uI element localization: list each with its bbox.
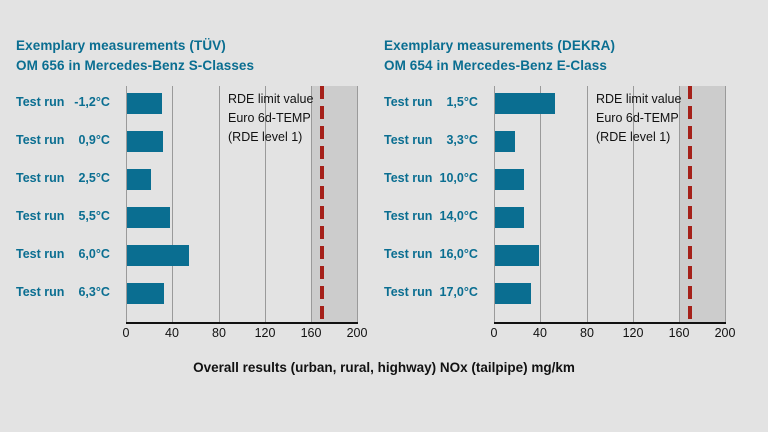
bar-label-value-left-5: 6,0°C [78, 247, 110, 261]
bar-right-4 [495, 207, 524, 228]
chart-panel-left [16, 36, 368, 356]
panel-left-title-line1: Exemplary measurements (TÜV) [16, 38, 226, 53]
xtick-left-200: 200 [346, 326, 368, 340]
bar-label-value-left-1: -1,2°C [74, 95, 110, 109]
bar-label-prefix-right-3: Test run [384, 171, 433, 185]
bar-label-left-3 [16, 171, 120, 185]
bar-label-value-right-2: 3,3°C [446, 133, 478, 147]
bar-label-value-right-1: 1,5°C [446, 95, 478, 109]
xtick-left-120: 120 [254, 326, 276, 340]
bar-label-right-6 [384, 285, 488, 299]
gridline-40-right [540, 86, 541, 322]
bar-label-value-left-2: 0,9°C [78, 133, 110, 147]
gridline-160-left [311, 86, 312, 322]
bar-right-5 [495, 245, 539, 266]
xtick-left-80: 80 [212, 326, 226, 340]
bar-label-value-left-4: 5,5°C [78, 209, 110, 223]
bar-label-value-right-4: 14,0°C [439, 209, 478, 223]
gridline-80-right [587, 86, 588, 322]
x-axis-right [494, 322, 726, 324]
bar-label-value-right-6: 17,0°C [439, 285, 478, 299]
bar-label-prefix-left-4: Test run [16, 209, 65, 223]
gridline-80-left [219, 86, 220, 322]
bar-left-4 [127, 207, 170, 228]
xtick-right-40: 40 [533, 326, 547, 340]
bar-label-value-left-3: 2,5°C [78, 171, 110, 185]
x-axis-left [126, 322, 358, 324]
bar-label-prefix-right-1: Test run [384, 95, 433, 109]
chart-panel-right [384, 36, 736, 356]
xtick-right-200: 200 [714, 326, 736, 340]
gridline-200-right [725, 86, 726, 322]
bar-label-prefix-left-3: Test run [16, 171, 65, 185]
bar-label-left-6 [16, 285, 120, 299]
gridline-200-left [357, 86, 358, 322]
xtick-left-0: 0 [122, 326, 130, 340]
bar-label-left-2 [16, 133, 120, 147]
xtick-right-0: 0 [490, 326, 498, 340]
rde-limit-line-right [688, 86, 692, 322]
bar-label-prefix-right-2: Test run [384, 133, 433, 147]
bar-left-5 [127, 245, 189, 266]
bar-label-right-2 [384, 133, 488, 147]
bar-label-prefix-left-1: Test run [16, 95, 65, 109]
shaded-overlimit-region-right [679, 86, 726, 322]
bar-right-2 [495, 131, 515, 152]
bar-label-right-1 [384, 95, 488, 109]
panel-left-title-line2: OM 656 in Mercedes-Benz S-Classes [16, 58, 255, 73]
bar-left-1 [127, 93, 162, 114]
x-axis-caption: Overall results (urban, rural, highway) NOx (tailpipe) mg/km [193, 360, 575, 375]
panel-right-title-line2: OM 654 in Mercedes-Benz E-Class [384, 58, 607, 73]
bar-label-left-4 [16, 209, 120, 223]
rde-limit-caption-line1-left: RDE limit value [228, 92, 314, 106]
bar-label-prefix-left-6: Test run [16, 285, 65, 299]
bar-right-6 [495, 283, 531, 304]
bar-left-3 [127, 169, 151, 190]
xtick-left-160: 160 [300, 326, 322, 340]
bar-label-prefix-right-6: Test run [384, 285, 433, 299]
bar-label-right-4 [384, 209, 488, 223]
gridline-160-right [679, 86, 680, 322]
rde-limit-caption-line2-right: Euro 6d-TEMP [596, 111, 679, 125]
bar-label-right-3 [384, 171, 488, 185]
bar-label-value-left-6: 6,3°C [78, 285, 110, 299]
plot-area-right [384, 86, 736, 340]
bar-label-value-right-3: 10,0°C [439, 171, 478, 185]
bar-right-1 [495, 93, 555, 114]
rde-limit-caption-line3-left: (RDE level 1) [228, 130, 303, 144]
rde-limit-caption-line3-right: (RDE level 1) [596, 130, 671, 144]
plot-area-left [16, 86, 368, 340]
bar-label-prefix-left-2: Test run [16, 133, 65, 147]
gridline-40-left [172, 86, 173, 322]
bar-label-prefix-right-4: Test run [384, 209, 433, 223]
bar-label-right-5 [384, 247, 488, 261]
rde-limit-line-left [320, 86, 324, 322]
bar-left-6 [127, 283, 164, 304]
rde-limit-caption-line1-right: RDE limit value [596, 92, 682, 106]
bar-label-left-1 [16, 95, 120, 109]
bar-right-3 [495, 169, 524, 190]
panel-right-title-line1: Exemplary measurements (DEKRA) [384, 38, 616, 53]
bar-label-prefix-right-5: Test run [384, 247, 433, 261]
bar-left-2 [127, 131, 163, 152]
xtick-right-80: 80 [580, 326, 594, 340]
bar-label-value-right-5: 16,0°C [439, 247, 478, 261]
xtick-right-160: 160 [668, 326, 690, 340]
bar-label-left-5 [16, 247, 120, 261]
xtick-left-40: 40 [165, 326, 179, 340]
xtick-right-120: 120 [622, 326, 644, 340]
bar-label-prefix-left-5: Test run [16, 247, 65, 261]
rde-limit-caption-line2-left: Euro 6d-TEMP [228, 111, 311, 125]
shaded-overlimit-region-left [311, 86, 358, 322]
